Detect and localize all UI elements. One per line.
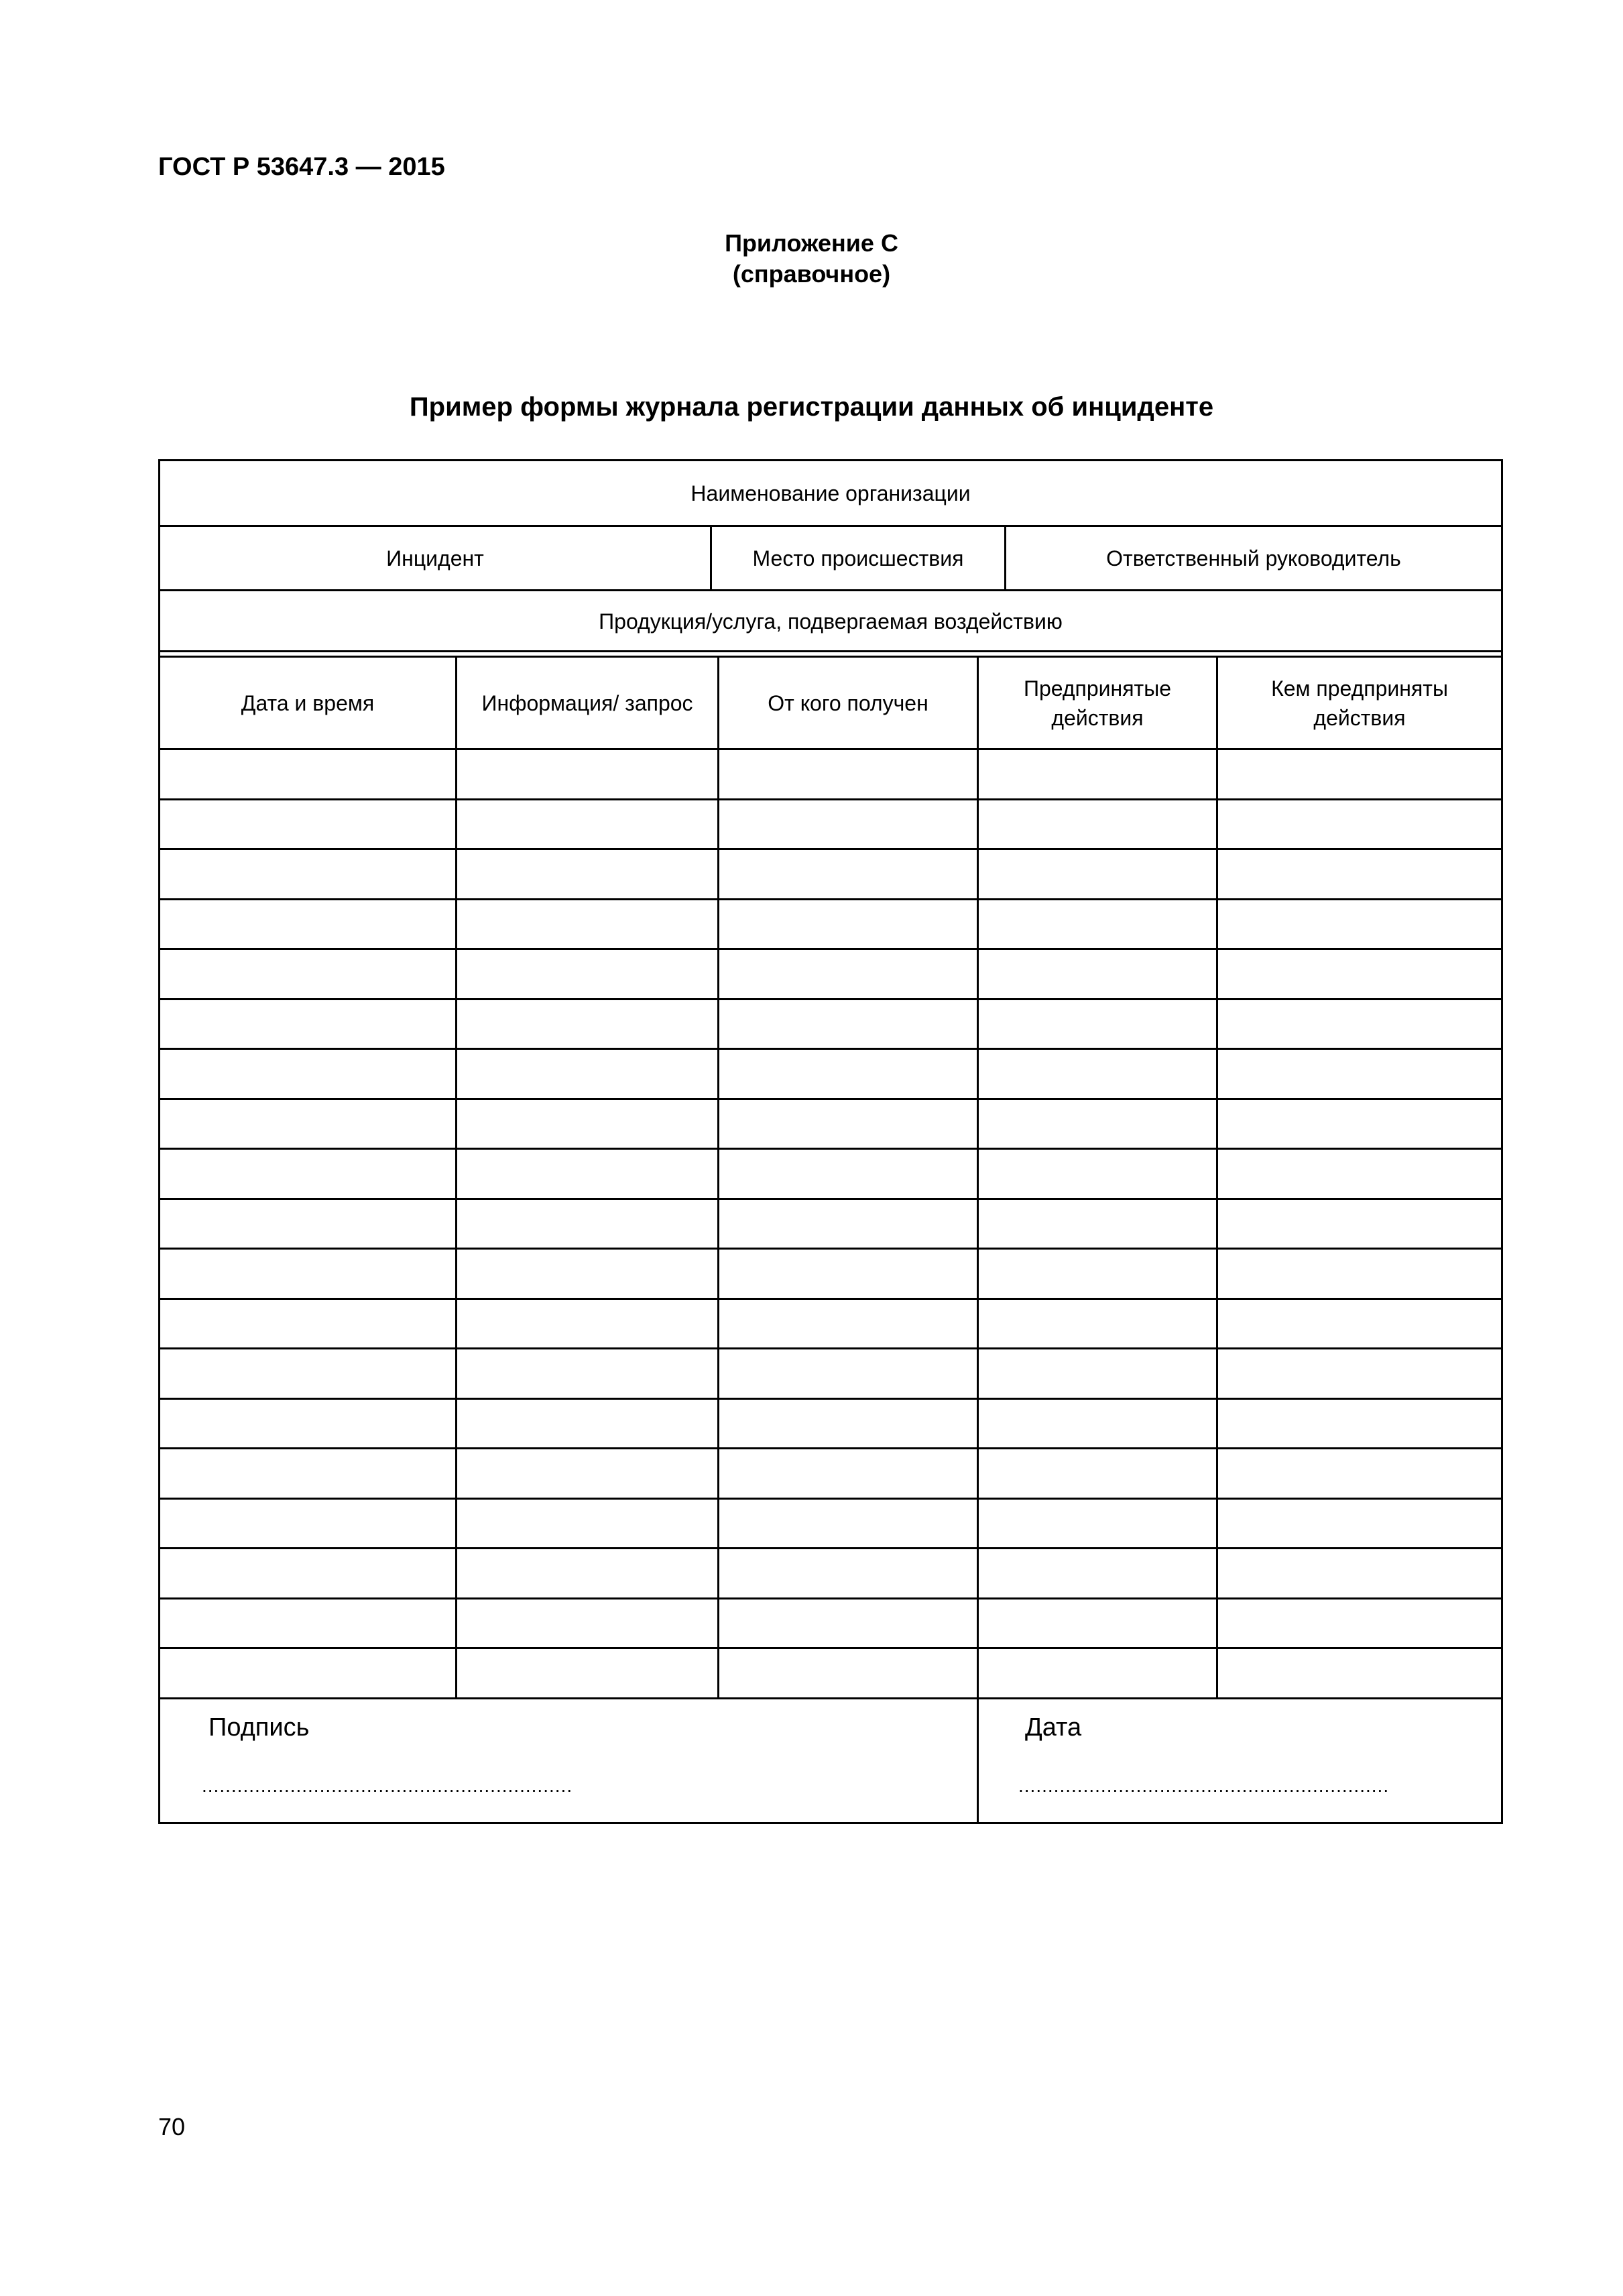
table-row-divider: [160, 1597, 1501, 1599]
responsible-manager-label: Ответственный руководитель: [1106, 546, 1401, 570]
table-row-divider: [160, 1398, 1501, 1400]
place-label: Место происшествия: [752, 546, 964, 570]
annex-title: Приложение С: [725, 229, 898, 257]
column-header-date-time: Дата и время: [241, 690, 375, 715]
table-row-divider: [160, 1347, 1501, 1349]
table-row-divider: [160, 898, 1501, 900]
column-header-actions-taken: Предпринятые действия: [1023, 676, 1171, 730]
column-header-actions-by: Кем предприняты действия: [1271, 676, 1448, 730]
date-label: Дата: [1025, 1713, 1082, 1742]
table-row-divider: [160, 1148, 1501, 1150]
signature-date-divider: [977, 1697, 979, 1822]
date-line[interactable]: ...............................................................: [1018, 1775, 1390, 1796]
annex-heading: [0, 228, 1623, 290]
column-divider: [1216, 656, 1218, 1697]
table-row-divider: [160, 1248, 1501, 1250]
signature-label: Подпись: [208, 1713, 310, 1742]
table-row-divider: [160, 1198, 1501, 1200]
table-row-divider: [160, 1647, 1501, 1649]
page-number: 70: [158, 2113, 186, 2140]
column-header-information: Информация/ запрос: [481, 690, 693, 715]
column-divider: [455, 656, 457, 1697]
table-row-divider: [160, 1048, 1501, 1050]
column-divider: [977, 656, 979, 1697]
table-row-divider: [160, 1697, 1501, 1699]
column-header-divider: [160, 748, 1501, 750]
signature-line[interactable]: ...............................................................: [202, 1775, 573, 1796]
table-row-divider: [160, 998, 1501, 1000]
table-row-divider: [160, 798, 1501, 800]
column-header-received-from: От кого получен: [768, 690, 928, 715]
document-id: ГОСТ Р 53647.3 — 2015: [158, 153, 445, 181]
column-divider: [717, 656, 719, 1697]
incident-label: Инцидент: [386, 546, 484, 570]
table-row-divider: [160, 1447, 1501, 1449]
table-row-divider: [160, 1498, 1501, 1500]
table-row-divider: [160, 1098, 1501, 1100]
divider: [160, 650, 1501, 652]
annex-type: (справочное): [732, 260, 891, 288]
table-row-divider: [160, 948, 1501, 950]
table-row-divider: [160, 1298, 1501, 1300]
table-row-divider: [160, 1547, 1501, 1549]
product-service-label: Продукция/услуга, подвергаемая воздействию: [599, 609, 1063, 633]
organization-name-label: Наименование организации: [690, 481, 971, 505]
table-row-divider: [160, 848, 1501, 850]
form-title: Пример формы журнала регистрации данных об инциденте: [409, 392, 1214, 422]
incident-log-form: [158, 459, 1503, 1824]
